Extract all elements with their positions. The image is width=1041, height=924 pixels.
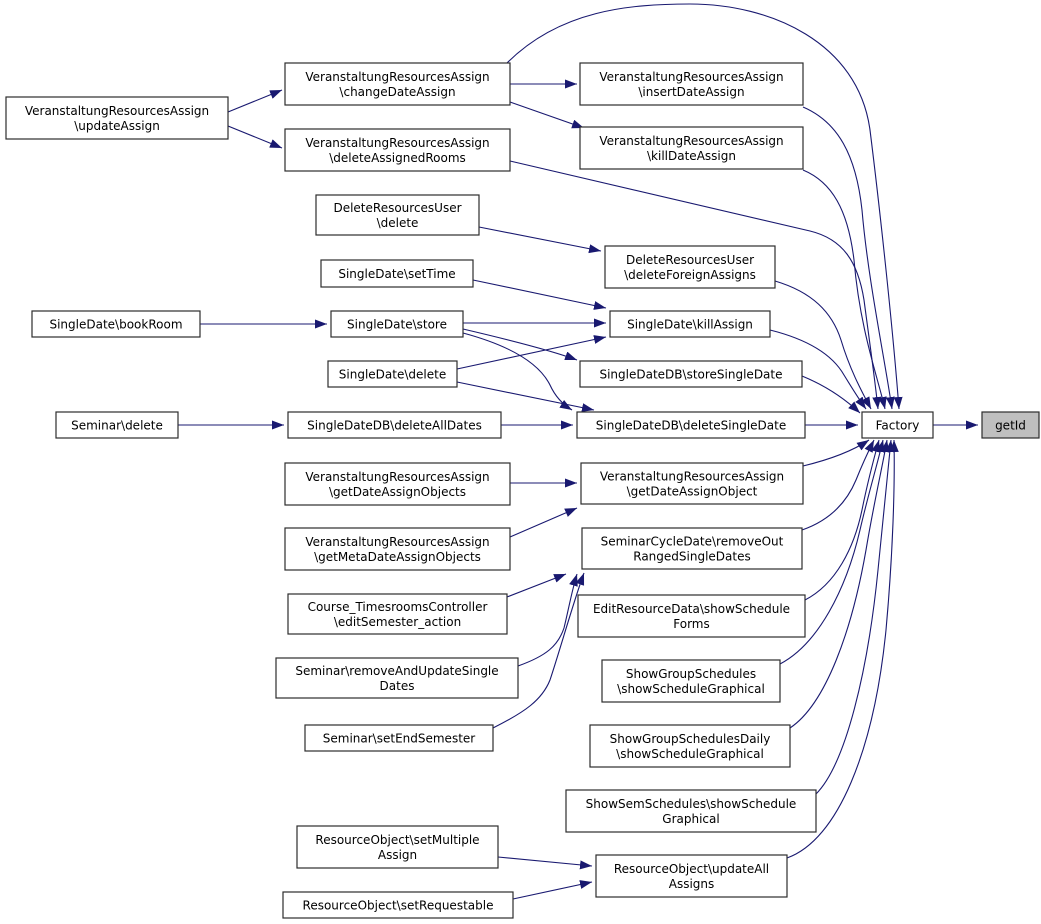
node-label: VeranstaltungResourcesAssign xyxy=(305,470,490,484)
edge-sddb-storeSingleDate--factory xyxy=(802,376,860,413)
node-label: VeranstaltungResourcesAssign xyxy=(599,70,784,84)
node-label: SingleDate\delete xyxy=(338,367,447,382)
node-label: DeleteResourcesUser xyxy=(625,253,755,267)
node-label: SingleDate\bookRoom xyxy=(49,317,183,332)
node-seminar-removeAndUpdateSingleDates[interactable] xyxy=(276,658,518,698)
edge-vra-updateAssign--vra-deleteAssignedRooms xyxy=(228,126,282,148)
node-label: ShowSemSchedules\showSchedule xyxy=(585,797,797,811)
edge-vra-updateAssign--vra-changeDateAssign xyxy=(228,90,282,112)
node-ro-setMultipleAssign[interactable] xyxy=(297,826,498,868)
node-vra-changeDateAssign[interactable] xyxy=(285,63,510,105)
node-label: \deleteForeignAssigns xyxy=(624,268,756,282)
node-vra-killDateAssign[interactable] xyxy=(580,127,803,169)
node-label: \showScheduleGraphical xyxy=(616,747,764,761)
node-vra-getDateAssignObjects[interactable] xyxy=(285,463,510,505)
node-sddb-deleteAllDates[interactable] xyxy=(288,412,501,438)
node-sd-bookRoom[interactable] xyxy=(32,311,200,337)
node-vra-updateAssign[interactable] xyxy=(6,97,228,139)
node-sddb-deleteSingleDate[interactable] xyxy=(577,412,805,438)
node-label: Dates xyxy=(379,679,415,693)
node-dru-deleteForeignAssigns[interactable] xyxy=(605,246,775,288)
node-label: ResourceObject\updateAll xyxy=(613,862,770,876)
node-vra-insertDateAssign[interactable] xyxy=(580,63,803,105)
node-label: Seminar\setEndSemester xyxy=(322,731,476,746)
node-dru-delete[interactable] xyxy=(316,195,479,235)
node-sgsd-showScheduleGraphical[interactable] xyxy=(590,725,790,767)
node-sd-store[interactable] xyxy=(331,311,463,337)
node-label: ResourceObject\setMultiple xyxy=(315,833,480,847)
edge-sd-delete--sddb-deleteSingleDate xyxy=(457,382,594,410)
node-getId xyxy=(982,412,1039,438)
node-label: EditResourceData\showSchedule xyxy=(592,602,791,616)
edge-dru-delete--dru-deleteForeignAssigns xyxy=(479,227,601,251)
node-label: VeranstaltungResourcesAssign xyxy=(305,535,490,549)
node-sd-delete[interactable] xyxy=(328,361,457,387)
node-label: Seminar\removeAndUpdateSingle xyxy=(295,664,499,678)
node-vra-getMetaDateAssignObjects[interactable] xyxy=(285,528,510,570)
edge-sgsd-showScheduleGraphical--factory xyxy=(790,440,887,728)
node-label: SingleDateDB\deleteSingleDate xyxy=(595,418,787,433)
edge-dru-deleteForeignAssigns--factory xyxy=(775,281,871,409)
edge-vra-changeDateAssign--vra-killDateAssign xyxy=(510,102,584,128)
node-label: VeranstaltungResourcesAssign xyxy=(305,70,490,84)
node-factory[interactable] xyxy=(862,412,933,438)
node-erd-showScheduleForms[interactable] xyxy=(578,595,805,637)
node-label: VeranstaltungResourcesAssign xyxy=(599,134,784,148)
node-sddb-storeSingleDate[interactable] xyxy=(580,361,802,387)
node-label: \editSemester_action xyxy=(333,615,462,629)
node-label: SeminarCycleDate\removeOut xyxy=(600,534,784,549)
node-label: ResourceObject\setRequestable xyxy=(302,898,494,913)
node-label: \insertDateAssign xyxy=(638,85,745,99)
edge-ro-setMultipleAssign--ro-updateAllAssigns xyxy=(498,857,592,866)
node-label: \getMetaDateAssignObjects xyxy=(314,550,481,564)
node-label: \showScheduleGraphical xyxy=(617,682,765,696)
node-sss-showScheduleGraphical[interactable] xyxy=(566,790,816,832)
node-label: VeranstaltungResourcesAssign xyxy=(599,469,785,484)
node-label: VeranstaltungResourcesAssign xyxy=(305,136,490,150)
node-label: Forms xyxy=(673,617,710,631)
edge-sd-store--sddb-deleteSingleDate xyxy=(463,333,572,410)
node-vra-deleteAssignedRooms[interactable] xyxy=(285,129,510,171)
edge-sss-showScheduleGraphical--factory xyxy=(816,440,891,794)
edge-vra-getMetaDateAssignObjects--vra-getDateAssignObject xyxy=(510,508,577,537)
node-seminar-delete[interactable] xyxy=(56,412,178,438)
edge-erd-showScheduleForms--factory xyxy=(805,440,879,600)
node-label: \updateAssign xyxy=(74,119,160,133)
node-label: Graphical xyxy=(662,812,720,826)
node-label: \changeDateAssign xyxy=(339,85,456,99)
node-label: Assign xyxy=(377,848,418,862)
nodes-layer xyxy=(6,63,1039,918)
node-label: Assigns xyxy=(668,877,715,891)
node-label: SingleDate\store xyxy=(347,317,447,332)
node-label: getId xyxy=(995,418,1026,433)
edge-vra-insertDateAssign--factory xyxy=(803,107,892,409)
node-label: ShowGroupSchedulesDaily xyxy=(609,732,771,746)
node-ctc-editSemester-action[interactable] xyxy=(288,594,507,634)
node-label: SingleDate\setTime xyxy=(338,267,456,281)
node-sd-killAssign[interactable] xyxy=(610,311,770,337)
node-label: ShowGroupSchedules xyxy=(625,667,757,681)
node-vra-getDateAssignObject[interactable] xyxy=(581,463,803,504)
node-label: \delete xyxy=(376,216,419,230)
node-label: SingleDateDB\storeSingleDate xyxy=(599,367,783,382)
node-label: SingleDateDB\deleteAllDates xyxy=(307,418,482,433)
node-label: VeranstaltungResourcesAssign xyxy=(24,104,210,118)
edge-sd-setTime--sd-killAssign xyxy=(473,280,606,308)
node-label: \deleteAssignedRooms xyxy=(329,151,466,165)
node-label: Course_TimesroomsController xyxy=(307,600,488,614)
edge-vra-getDateAssignObject--factory xyxy=(803,440,869,466)
node-ro-setRequestable[interactable] xyxy=(283,892,513,918)
node-label: \killDateAssign xyxy=(647,149,736,163)
node-label: RangedSingleDates xyxy=(633,549,751,564)
node-sgs-showScheduleGraphical[interactable] xyxy=(602,660,780,702)
edge-ro-setRequestable--ro-updateAllAssigns xyxy=(513,882,592,899)
node-ro-updateAllAssigns[interactable] xyxy=(596,855,787,897)
node-scd-removeOutRangedSingleDates[interactable] xyxy=(582,528,802,569)
node-label: Factory xyxy=(875,418,920,433)
node-label: DeleteResourcesUser xyxy=(333,201,462,215)
node-label: \getDateAssignObject xyxy=(626,484,758,499)
node-label: \getDateAssignObjects xyxy=(328,485,467,499)
node-label: SingleDate\killAssign xyxy=(627,317,753,332)
node-sd-setTime[interactable] xyxy=(321,260,473,287)
edge-ctc-editSemester-action--scd-removeOutRangedSingleDates xyxy=(507,574,566,597)
node-seminar-setEndSemester[interactable] xyxy=(305,725,493,751)
node-label: Seminar\delete xyxy=(71,418,163,433)
